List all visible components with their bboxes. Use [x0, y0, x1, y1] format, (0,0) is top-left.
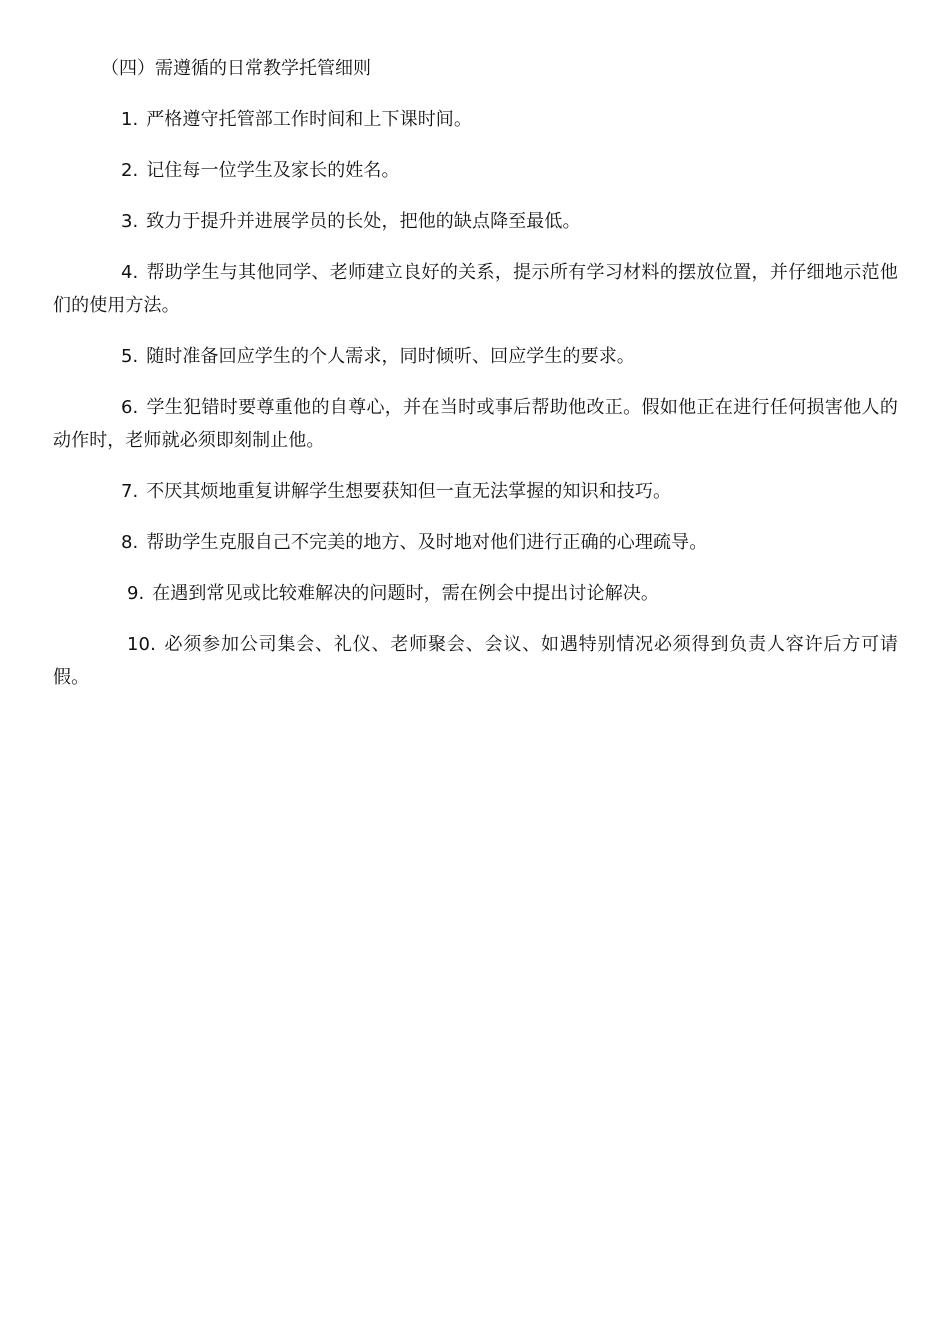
item-number: 7.	[121, 481, 139, 502]
item-text: 记住每一位学生及家长的姓名。	[146, 160, 400, 181]
list-item	[53, 628, 898, 694]
list-item	[53, 577, 898, 610]
item-text: 在遇到常见或比较难解决的问题时，需在例会中提出讨论解决。	[152, 583, 659, 604]
list-item	[53, 526, 898, 559]
item-text: 不厌其烦地重复讲解学生想要获知但一直无法掌握的知识和技巧。	[146, 481, 672, 502]
document-page	[53, 52, 898, 712]
item-number: 9.	[127, 583, 145, 604]
item-text: 严格遵守托管部工作时间和上下课时间。	[146, 109, 473, 130]
item-text: 学生犯错时要尊重他的自尊心，并在当时或事后帮助他改正。假如他正在进行任何损害他人的动作时，老师就必须即刻制止他。	[53, 397, 898, 451]
item-number: 8.	[121, 532, 139, 553]
list-item	[53, 154, 898, 187]
item-text: 致力于提升并进展学员的长处，把他的缺点降至最低。	[146, 211, 581, 232]
section-heading: （四）需遵循的日常教学托管细则	[101, 58, 371, 79]
list-item	[53, 391, 898, 457]
item-text: 帮助学生克服自己不完美的地方、及时地对他们进行正确的心理疏导。	[146, 532, 708, 553]
list-item	[53, 340, 898, 373]
item-number: 3.	[121, 211, 139, 232]
item-number: 4.	[121, 262, 139, 283]
item-text: 必须参加公司集会、礼仪、老师聚会、会议、如遇特别情况必须得到负责人容许后方可请假。	[53, 634, 898, 688]
item-number: 2.	[121, 160, 139, 181]
list-item	[53, 205, 898, 238]
list-item	[53, 256, 898, 322]
list-item	[53, 103, 898, 136]
item-number: 6.	[121, 397, 139, 418]
item-number: 1.	[121, 109, 139, 130]
list-item	[53, 475, 898, 508]
item-number: 5.	[121, 346, 139, 367]
item-text: 帮助学生与其他同学、老师建立良好的关系，提示所有学习材料的摆放位置，并仔细地示范他们的使用方法。	[53, 262, 898, 316]
item-text: 随时准备回应学生的个人需求，同时倾听、回应学生的要求。	[146, 346, 635, 367]
item-number: 10.	[127, 634, 156, 655]
